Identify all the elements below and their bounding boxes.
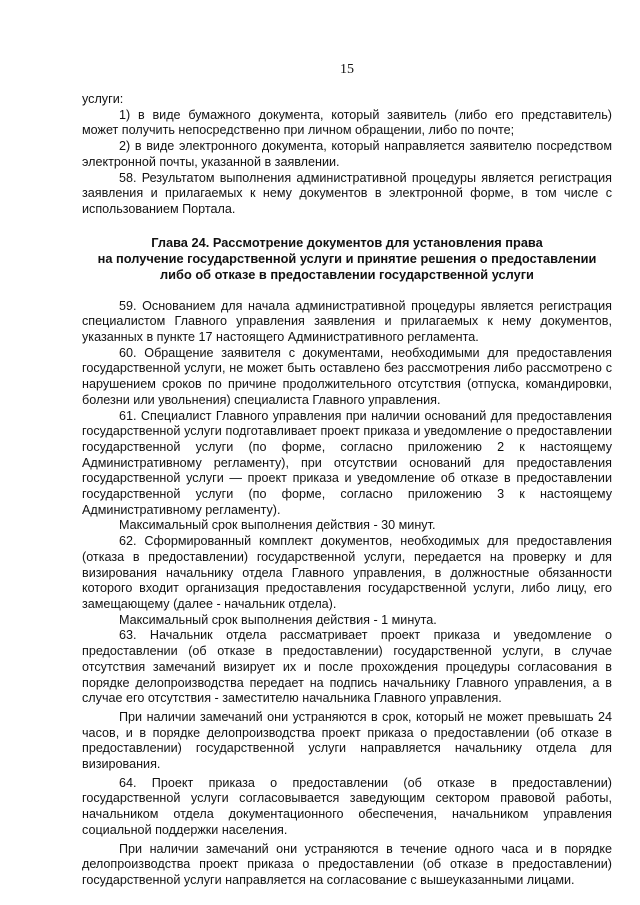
paragraph-remarks-1: При наличии замечаний они устраняются в срок, который не может превышать 24 часов, и в порядке делопроизводства проект приказа о предоставлении (об отказе в предоставлении) государственной услуги направляется начальнику отдела для визирования. xyxy=(82,709,612,772)
document-body xyxy=(82,92,612,889)
paragraph-item-2: 2) в виде электронного документа, который направляется заявителю посредством электронной почты, указанной в заявлении. xyxy=(82,139,612,169)
paragraph-59: 59. Основанием для начала административной процедуры является регистрация специалистом Главного управления заявления и прилагаемых к нему документов, указанных в пункте 17 настоящего Административного регламента. xyxy=(82,298,612,345)
page-number: 15 xyxy=(340,62,354,77)
paragraph-60: 60. Обращение заявителя с документами, необходимыми для предоставления государственной услуги, не может быть оставлено без рассмотрения либо рассмотрено с нарушением сроков по причине продолжительного отсутствия (отпуска, командировки, болезни или увольнения) специалиста Главного управления. xyxy=(82,345,612,407)
paragraph-item-1: 1) в виде бумажного документа, который заявитель (либо его представитель) может получить непосредственно при личном обращении, либо по почте; xyxy=(82,107,612,138)
chapter-heading xyxy=(82,235,612,283)
paragraph-63: 63. Начальник отдела рассматривает проект приказа и уведомление о предоставлении (об отказе в предоставлении) государственной услуги, в случае отсутствия замечаний визирует их и после прохождения процедуры согласования в порядке делопроизводства передает на подпись начальнику Главного управления, а в случае его отсутствия - заместителю начальника Главного управления. xyxy=(82,628,612,706)
paragraph-61: 61. Специалист Главного управления при наличии оснований для предоставления государственной услуги подготавливает проект приказа и уведомление о предоставлении государственной услуги (по форме, согласно приложению 2 к настоящему Административному регламенту), при отсутствии оснований для предоставления государственной услуги — проект приказа и уведомление об отказе в предоставлении государственной услуги (по форме, согласно приложению 3 к настоящему Административному регламенту). xyxy=(82,408,612,517)
chapter-heading-line-3: либо об отказе в предоставлении государственной услуги xyxy=(160,266,534,282)
paragraph-62: 62. Сформированный комплект документов, необходимых для предоставления (отказа в предоставлении) государственной услуги, передается на проверку и для визирования начальнику отдела Главного управления, в должностные обязанности которого входит организация предоставления государственной услуги, либо лицу, его замещающему (далее - начальник отдела). xyxy=(82,534,612,611)
paragraph-continuation: услуги: xyxy=(82,92,124,106)
paragraph-deadline-30: Максимальный срок выполнения действия - 30 минут. xyxy=(119,518,436,533)
paragraph-remarks-2: При наличии замечаний они устраняются в течение одного часа и в порядке делопроизводства проект приказа о предоставлении (об отказе в предоставлении) государственной услуги направляется на согласование с вышеуказанными лицами. xyxy=(82,841,612,887)
chapter-heading-line-2: на получение государственной услуги и принятие решения о предоставлении xyxy=(97,250,597,266)
paragraph-58: 58. Результатом выполнения административной процедуры является регистрация заявления и прилагаемых к нему документов в электронной форме, в том числе с использованием Портала. xyxy=(82,170,612,216)
chapter-heading-line-1: Глава 24. Рассмотрение документов для установления права xyxy=(151,234,543,250)
paragraph-deadline-1: Максимальный срок выполнения действия - 1 минута. xyxy=(119,612,437,627)
paragraph-64: 64. Проект приказа о предоставлении (об отказе в предоставлении) государственной услуги согласовывается заведующим сектором правовой работы, начальником отдела документационного обеспечения, начальником управления социальной поддержки населения. xyxy=(82,775,612,837)
